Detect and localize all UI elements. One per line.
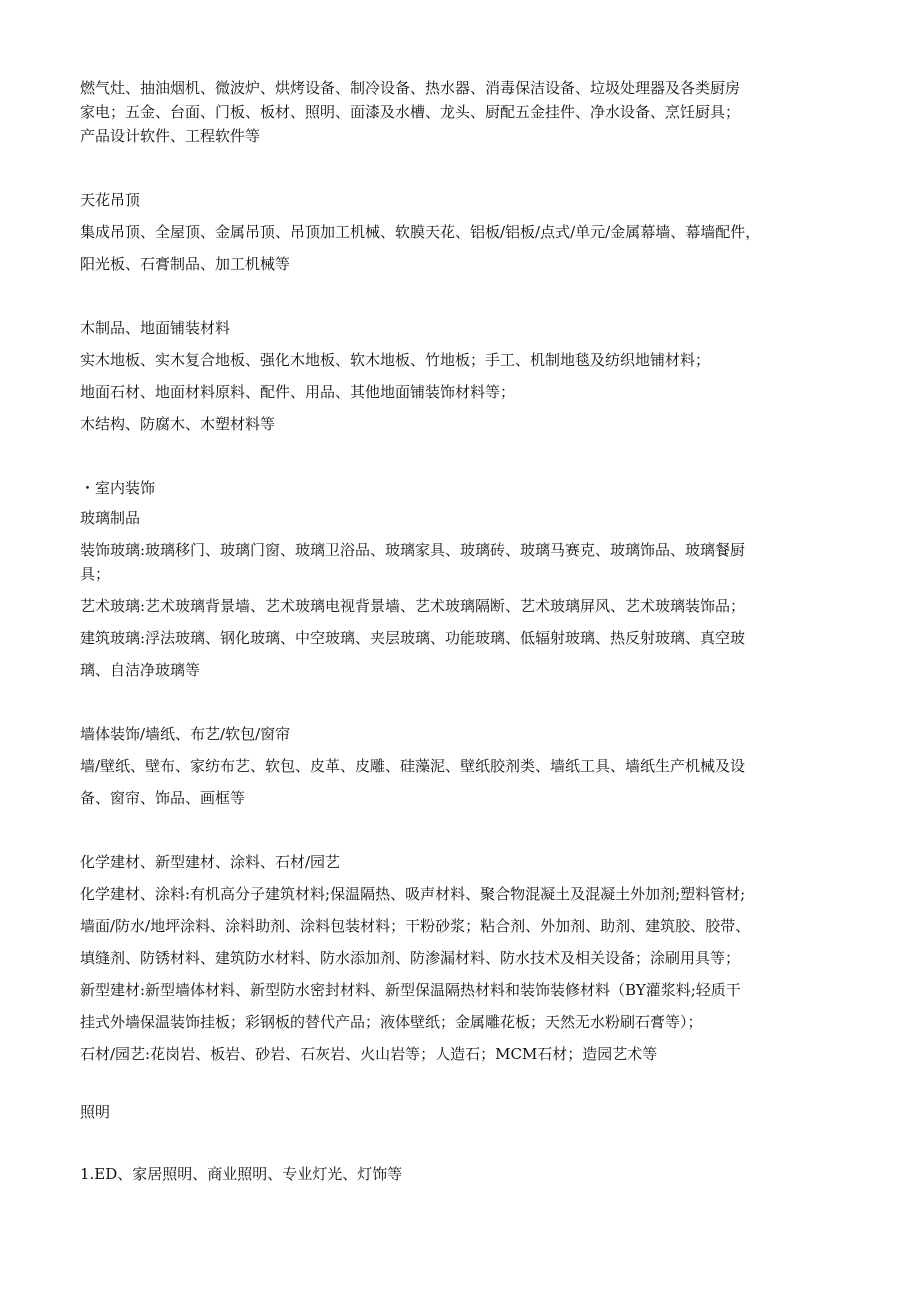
text-line: 实木地板、实木复合地板、强化木地板、软木地板、竹地板；手工、机制地毯及纺织地铺材料；: [80, 351, 711, 369]
section-heading: 天花吊顶: [80, 191, 141, 209]
text-line: 产品设计软件、工程软件等: [80, 127, 261, 145]
chemical-section: [80, 850, 850, 1066]
section-heading: 墙体装饰/墙纸、布艺/软包/窗帘: [80, 725, 291, 743]
text-line: 装饰玻璃:玻璃移门、玻璃门窗、玻璃卫浴品、玻璃家具、玻璃砖、玻璃马赛克、玻璃饰品、玻璃餐厨: [80, 541, 746, 559]
document-page: [80, 76, 850, 1186]
section-heading: 木制品、地面铺装材料: [80, 319, 231, 337]
text-line: 新型建材:新型墙体材料、新型防水密封材料、新型保温隔热材料和装饰装修材料（BY灌浆料;轻质干: [80, 981, 741, 999]
lighting-section: [80, 1100, 850, 1186]
text-line: 燃气灶、抽油烟机、微波炉、烘烤设备、制冷设备、热水器、消毒保洁设备、垃圾处理器及各类厨房: [80, 79, 741, 97]
text-line: 木结构、防腐木、木塑材料等: [80, 415, 276, 433]
wall-section: [80, 722, 850, 810]
text-line: 备、窗帘、饰品、画框等: [80, 789, 246, 807]
text-line: 地面石材、地面材料原料、配件、用品、其他地面铺装饰材料等；: [80, 383, 516, 401]
text-line: 家电；五金、台面、门板、板材、照明、面漆及水槽、龙头、厨配五金挂件、净水设备、烹饪厨具；: [80, 103, 741, 121]
text-line: 1.ED、家居照明、商业照明、专业灯光、灯饰等: [80, 1165, 403, 1183]
text-line: 璃、自洁净玻璃等: [80, 661, 201, 679]
text-line: 填缝剂、防锈材料、建筑防水材料、防水添加剂、防渗漏材料、防水技术及相关设备；涂刷用具等；: [80, 949, 741, 967]
section-heading: 化学建材、新型建材、涂料、石材/园艺: [80, 853, 341, 871]
section-heading: ・室内装饰: [80, 479, 156, 497]
text-line: 石材/园艺:花岗岩、板岩、砂岩、石灰岩、火山岩等；人造石；MCM石材；造园艺术等: [80, 1045, 658, 1063]
text-line: 挂式外墙保温装饰挂板；彩钢板的替代产品；液体壁纸；金属雕花板；天然无水粉刷石膏等）；: [80, 1013, 703, 1031]
text-line: 墙/壁纸、壁布、家纺布艺、软包、皮革、皮雕、硅藻泥、壁纸胶剂类、墙纸工具、墙纸生产机械及设: [80, 757, 746, 775]
kitchen-section: [80, 76, 850, 148]
section-heading: 照明: [80, 1103, 111, 1121]
text-line: 具；: [80, 565, 111, 583]
text-line: 集成吊顶、全屋顶、金属吊顶、吊顶加工机械、软膜天花、铝板/铝板/点式/单元/金属幕墙、幕墙配件，: [80, 223, 761, 241]
text-line: 墙面/防水/地坪涂料、涂料助剂、涂料包装材料；干粉砂浆；粘合剂、外加剂、助剂、建筑胶、胶带、: [80, 917, 751, 935]
text-line: 阳光板、石膏制品、加工机械等: [80, 255, 291, 273]
text-line: 艺术玻璃:艺术玻璃背景墙、艺术玻璃电视背景墙、艺术玻璃隔断、艺术玻璃屏风、艺术玻璃装饰品；: [80, 597, 746, 615]
ceiling-section: [80, 188, 850, 276]
subsection-heading: 玻璃制品: [80, 509, 141, 527]
text-line: 化学建材、涂料:有机高分子建筑材料;保温隔热、吸声材料、聚合物混凝土及混凝土外加剂;塑料管材;: [80, 885, 746, 903]
text-line: 建筑玻璃:浮法玻璃、钢化玻璃、中空玻璃、夹层玻璃、功能玻璃、低辐射玻璃、热反射玻璃、真空玻: [80, 629, 746, 647]
wood-section: [80, 316, 850, 436]
interior-section: [80, 476, 850, 682]
